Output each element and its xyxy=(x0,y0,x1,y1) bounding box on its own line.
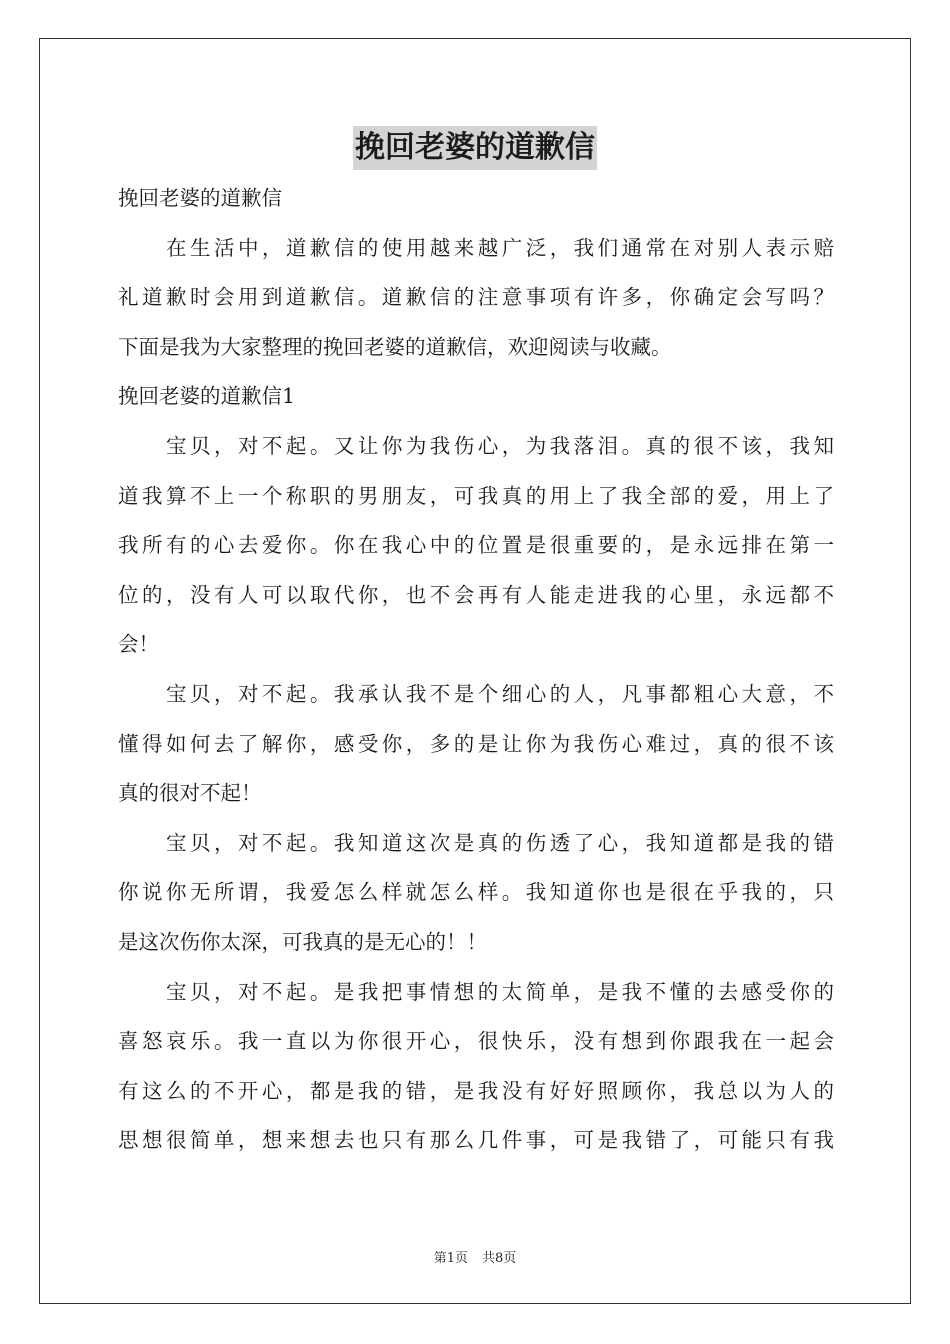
body-line: 真的很对不起！ xyxy=(118,781,262,806)
body-line: 位的，没有人可以取代你，也不会再有人能走进我的心里，永远都不 xyxy=(118,582,834,607)
page-number: 第1页 xyxy=(433,1251,468,1266)
body-line: 在生活中，道歉信的使用越来越广泛，我们通常在对别人表示赔 xyxy=(166,235,834,260)
body-line: 宝贝，对不起。我承认我不是个细心的人，凡事都粗心大意，不 xyxy=(166,681,834,706)
page-footer xyxy=(0,1247,950,1266)
body-line: 有这么的不开心，都是我的错，是我没有好好照顾你，我总以为人的 xyxy=(118,1078,834,1103)
title-container xyxy=(0,126,950,170)
document-body xyxy=(118,174,834,1166)
body-line: 你说你无所谓，我爱怎么样就怎么样。我知道你也是很在乎我的，只 xyxy=(118,880,834,905)
body-line: 喜怒哀乐。我一直以为你很开心，很快乐，没有想到你跟我在一起会 xyxy=(118,1029,834,1054)
body-line: 会！ xyxy=(118,632,159,657)
body-line: 思想很简单，想来想去也只有那么几件事，可是我错了，可能只有我 xyxy=(118,1128,834,1153)
body-line: 下面是我为大家整理的挽回老婆的道歉信，欢迎阅读与收藏。 xyxy=(118,334,672,359)
body-line: 道我算不上一个称职的男朋友，可我真的用上了我全部的爱，用上了 xyxy=(118,483,834,508)
section-heading: 挽回老婆的道歉信1 xyxy=(118,384,296,409)
body-line: 宝贝，对不起。又让你为我伤心，为我落泪。真的很不该，我知 xyxy=(166,433,834,458)
body-line: 宝贝，对不起。我知道这次是真的伤透了心，我知道都是我的错 xyxy=(166,830,834,855)
body-line: 懂得如何去了解你，感受你，多的是让你为我伤心难过，真的很不该 xyxy=(118,731,834,756)
body-line: 我所有的心去爱你。你在我心中的位置是很重要的，是永远排在第一 xyxy=(118,533,834,558)
subtitle-line: 挽回老婆的道歉信 xyxy=(118,186,282,210)
body-line: 礼道歉时会用到道歉信。道歉信的注意事项有许多，你确定会写吗？ xyxy=(118,285,834,310)
document-title: 挽回老婆的道歉信 xyxy=(353,126,597,170)
body-line: 宝贝，对不起。是我把事情想的太简单，是我不懂的去感受你的 xyxy=(166,979,834,1004)
page-total: 共8页 xyxy=(482,1251,517,1266)
body-line: 是这次伤你太深，可我真的是无心的！！ xyxy=(118,929,487,954)
